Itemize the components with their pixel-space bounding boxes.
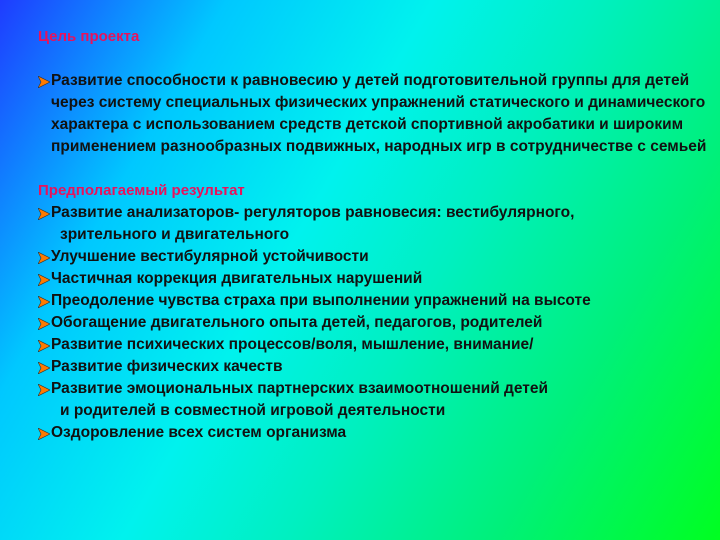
result-item — [38, 356, 710, 378]
arrow-bullet-icon — [38, 246, 51, 268]
arrow-bullet-icon — [38, 334, 51, 356]
goal-paragraph-row — [38, 70, 710, 158]
spacer — [38, 48, 710, 70]
result-list — [38, 202, 710, 444]
slide-content — [38, 26, 710, 444]
arrow-bullet-icon — [38, 290, 51, 312]
result-item — [38, 378, 710, 400]
result-item — [38, 334, 710, 356]
arrow-bullet-icon — [38, 202, 51, 224]
result-item-text: Развитие психических процессов/воля, мышление, внимание/ — [51, 336, 534, 353]
arrow-bullet-icon — [38, 422, 51, 444]
result-item — [38, 246, 710, 268]
arrow-bullet-icon — [38, 70, 51, 92]
result-item-text: Обогащение двигательного опыта детей, педагогов, родителей — [51, 314, 543, 331]
result-item-text: Оздоровление всех систем организма — [51, 424, 347, 441]
result-item — [38, 268, 710, 290]
result-item — [38, 290, 710, 312]
result-item — [38, 312, 710, 334]
arrow-bullet-icon — [38, 356, 51, 378]
result-item-text: Улучшение вестибулярной устойчивости — [51, 248, 369, 265]
arrow-bullet-icon — [38, 312, 51, 334]
result-item-text: Частичная коррекция двигательных нарушений — [51, 270, 423, 287]
result-item — [38, 422, 710, 444]
result-item — [38, 202, 710, 224]
result-item-text: Преодоление чувства страха при выполнении упражнений на высоте — [51, 292, 591, 309]
result-item-text: Развитие анализаторов- регуляторов равновесия: вестибулярного, — [51, 204, 575, 221]
goal-paragraph: Развитие способности к равновесию у детей подготовительной группы для детей через систему специальных физических упражнений статического и динамического характера с использованием средств детской спортивной акробатики и широким применением разнообразных подвижных, народных игр в сотрудничестве с семьей — [51, 72, 707, 155]
result-item-text: Развитие физических качеств — [51, 358, 283, 375]
result-item-continuation: зрительного и двигательного — [60, 226, 290, 243]
result-item-continuation: и родителей в совместной игровой деятельности — [60, 402, 446, 419]
spacer — [38, 158, 710, 180]
arrow-bullet-icon — [38, 378, 51, 400]
result-heading: Предполагаемый результат — [38, 182, 245, 199]
arrow-bullet-icon — [38, 268, 51, 290]
goal-heading: Цель проекта — [38, 28, 140, 45]
result-item-text: Развитие эмоциональных партнерских взаимоотношений детей — [51, 380, 549, 397]
